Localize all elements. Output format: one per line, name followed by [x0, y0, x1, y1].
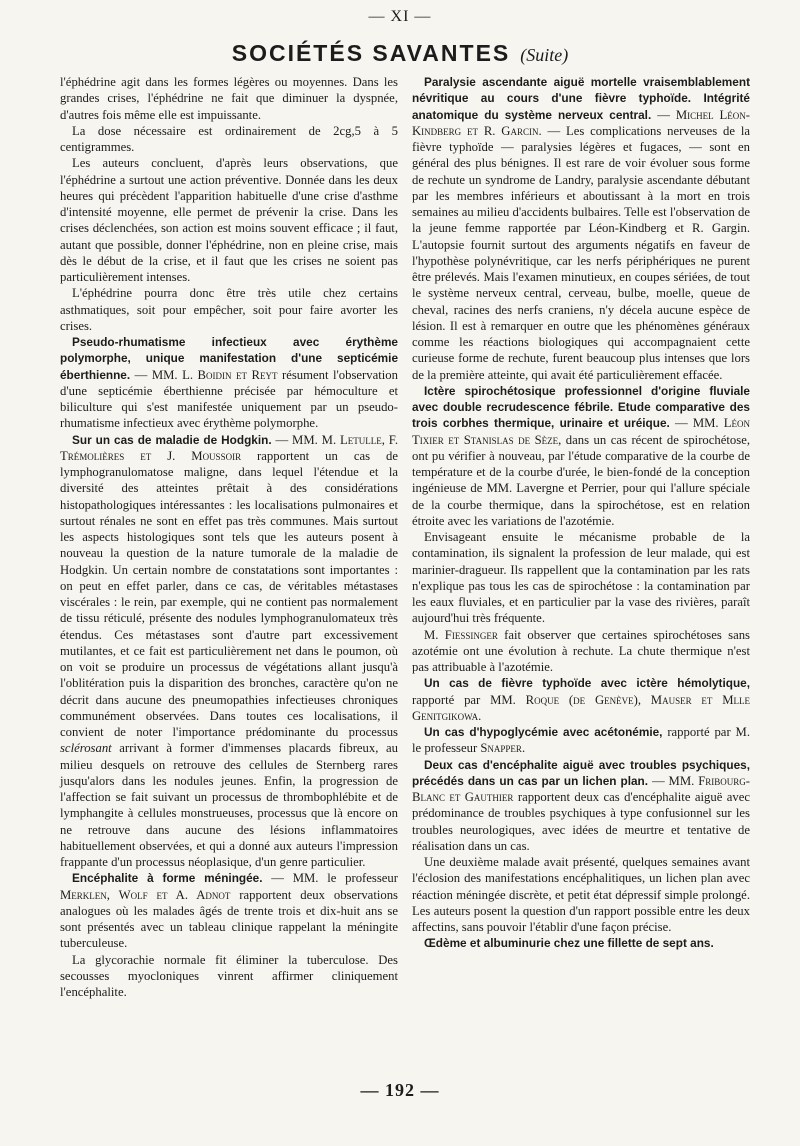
article-authors: Fiessinger [444, 627, 498, 642]
paragraph: L'éphédrine pourra donc être très utile chez certains asthmatiques, soit pour empêcher, soit pour faire avorter les crises. [60, 286, 398, 333]
article-text: — [651, 107, 676, 122]
article-pseudo-rhumatisme [60, 334, 398, 432]
article-text: rapportent un cas de lymphogranulomatose maligne, dans lequel l'étendue et la diversité des atteintes prêtait à des considérations histopathologiques intéressantes : les localisations pulmonaires et surtout rénales ne sont en effet pas très communes. Mais surtout les aspects histologiques sont tels que les auteurs posent à nouveau la question de la nature tumorale de la maladie de Hodgkin. Un certain nombre de constatations sont importantes : on peut en effet parler, dans ce cas, de véritables métastases viscérales : le rein, par exemple, qui ne contient pas normalement de tissu réticulé, présente des nodules lymphogranulomateux très étendus. Ces métastases sont d'autre part excessivement mutilantes, et ce fait est particulièrement net dans le poumon, où on voit se produire un processus de végétations allant jusqu'à l'oblitération puis la disparition des bronches, caractère qu'on ne décrit dans aucune des pneumopathies infectieuses chroniques communément observées. Dans toutes ces localisations, il convient de noter l'importance prédominante du processus [60, 448, 398, 739]
page-number: — 192 — [360, 1080, 440, 1100]
article-authors: Snapper [480, 741, 522, 756]
article-paralysie [412, 74, 750, 383]
paragraph: Les auteurs concluent, d'après leurs observations, que l'éphédrine a surtout une action préventive. Donnée dans les deux heures qui précèdent l'apparition habituelle d'une crise d'asthme d'intensité moyenne, elle permet de prévenir la crise. Dans les crises déclenchées, son action est moins souvent efficace ; il faut, autant que possible, donner l'éphédrine, non en pleine crise, mais dès le début de la crise, et il faut que les crises ne soient pas particulièrement intenses. [60, 156, 398, 284]
article-text: résument l'observation d'une septicémie éberthienne précisée par hémoculture et biliculture qui s'est manifestée uniquement par un pseudo-rhumatisme infectieux avec érythème polymorphe. [60, 367, 398, 431]
article-authors: Léon Tixier et Stanislas de Sèze [412, 416, 751, 447]
section-heading [0, 40, 800, 67]
article-text: rapportent deux cas d'encéphalite aiguë avec prédominance de troubles psychiques à type confusionnel sur les troubles neurologiques, avec idées de meurtre et tentative de réalisation dans un cas. [412, 790, 750, 853]
article-text: — MM. [130, 367, 183, 382]
article-text: . [521, 741, 526, 756]
article-title: Ictère spirochétosique professionnel d'origine fluviale avec double recrudescence fébrile. Etude comparative des trois corbhes thermique, urinaire et uréique. [412, 383, 750, 431]
article-text: M. [424, 627, 445, 642]
article-authors: Merklen, Wolf et A. Adnot [60, 887, 231, 902]
roman-page-number: — XI — [368, 8, 432, 25]
left-column [60, 74, 398, 1000]
article-encephalite-aigue [412, 757, 750, 855]
article-text: — MM. [648, 773, 699, 788]
article-authors: Letulle, F. Trémolières et J. Moussoir [60, 432, 399, 463]
article-title: Un cas de fièvre typhoïde avec ictère hémolytique, [424, 676, 750, 691]
article-authors: Michel Léon-Kindberg et R. Garcin [412, 107, 751, 138]
right-column [412, 74, 750, 952]
article-ictere [412, 383, 750, 529]
article-oedeme [412, 935, 750, 951]
italic-term: sclérosant [60, 741, 112, 756]
article-title: Pseudo-rhumatisme infectieux avec érythème polymorphe, unique manifestation d'une septicémie éberthienne. [60, 335, 398, 382]
article-title: Paralysie ascendante aiguë mortelle vraisemblablement névritique au cours d'une fièvre typhoïde. Intégrité anatomique du système nerveux central. [412, 75, 750, 122]
article-text: , dans un cas récent de spirochétose, ont pu vérifier à nouveau, par l'étude comparative de la courbe de température et de la courbe d'urée, le bien-fondé de la conception ingénieuse de MM. Lavergne et Perrier, pour qui l'allure spéciale de la courbe thermique, dans la spirochétose, est en relation étroite avec les variations de l'azotémie. [412, 432, 750, 528]
paragraph: l'éphédrine agit dans les formes légères ou moyennes. Dans les grandes crises, l'éphédrine ne fait que diminuer la dyspnée, d'autres fois même elle est impuissante. [60, 75, 398, 122]
article-encephalite-meningee [60, 870, 398, 951]
paragraph-fiessinger [412, 627, 750, 676]
article-text: fait observer que certaines spirochétoses sans azotémie ont une évolution à rechute. La chute thermique n'est pas attribuable à l'azotémie. [412, 627, 750, 674]
paragraph: La dose nécessaire est ordinairement de 2cg,5 à 5 centigrammes. [60, 123, 398, 154]
article-title: Un cas d'hypoglycémie avec acétonémie, [424, 725, 663, 739]
article-text: — MM. [669, 416, 724, 431]
article-text: rapportent deux observations analogues où les malades âgés de trente trois et dix-huit ans se sont présentés avec un tableau clinique rappelant la méningite tuberculeuse. [60, 887, 398, 951]
article-title: Sur un cas de maladie de Hodgkin. [72, 432, 272, 447]
article-authors: Fribourg-Blanc et Gauthier [412, 773, 750, 804]
section-suite: (Suite) [520, 45, 569, 65]
section-title: SOCIÉTÉS SAVANTES [231, 40, 511, 66]
article-authors: L. Boidin et Reyt [182, 367, 278, 382]
paragraph: Une deuxième malade avait présenté, quelques semaines avant l'éclosion des manifestations encéphalitiques, un lichen plan avec réaction méningée discrète, et petit état dépressif simple prolongé. Les auteurs posent la question d'un rapport possible entre les deux affectins, sans pouvoir l'établir d'une façon précise. [412, 855, 750, 934]
article-text: . [478, 708, 482, 723]
article-hypoglycemie [412, 724, 750, 757]
article-authors: Roque (de Genève), Mauser et Mlle Genitgikowa [412, 692, 750, 723]
article-text: arrivant à former d'immenses placards fibreux, au milieu desquels on retrouve des cellules de Sternberg rares jusqu'alors dans les nodules jeunes. Enfin, la progression de l'affection se fait suivant un processus de thrombophlébite et de lymphangite à cellules monstrueuses, processus que là encore on ne retrouve dans aucune des lésions inflammatoires habituellement observées, et qui a donné aux auteurs l'impression frappante d'un processus néoplasique, d'un genre particulier. [60, 741, 398, 869]
article-text: rapporté par MM. [412, 692, 526, 707]
article-text: — MM. M. [271, 432, 341, 447]
article-hodgkin [60, 432, 398, 871]
article-text: — MM. le professeur [262, 871, 398, 886]
article-title: Œdème et albuminurie chez une fillette de sept ans. [424, 936, 714, 951]
article-title: Deux cas d'encéphalite aiguë avec troubles psychiques, précédés dans un cas par un lichen plan. [412, 757, 750, 788]
article-fievre-typhoide [412, 675, 750, 724]
article-title: Encéphalite à forme méningée. [72, 871, 263, 886]
paragraph: Envisageant ensuite le mécanisme probable de la contamination, ils signalent la profession de leur malade, qui est marinier-dragueur. Ils rappellent que la contamination par les rats n'explique pas tous les cas de spirochétose : la contamination par les eaux fluviales, et en particulier par la vase des rivières, paraît aujourd'hui très fréquente. [412, 530, 750, 626]
article-text: rapporté par M. le professeur [412, 725, 750, 756]
paragraph: La glycorachie normale fit éliminer la tuberculose. Des secousses myocloniques vinrent affirmer cliniquement l'encéphalite. [60, 952, 398, 999]
article-text: . — Les complications nerveuses de la fièvre typhoïde — paralysies légères et fugaces, — sont en général des plus bénignes. Il est rare de voir évoluer sous forme de rechute un syndrome de Landry, paralysie ascendante débutant par les membres inférieurs et aboutissant à la mort en trois semaines au milieu d'accidents bulbaires. Telle est l'observation de la jeune femme rapportée par Léon-Kindberg et R. Gargin. L'autopsie fournit surtout des arguments négatifs en faveur de l'hypothèse polynévritique, car les nerfs périphériques ne purent être prélevés. Mais l'examen minutieux, en coupes sériées, de tout le système nerveux central, cerveau, bulbe, moelle, queue de cheval, racines des nerfs craniens, n'y décela aucune espèce de lésion. Il est à remarquer en outre que les phénomènes généraux comme les réactions biologiques qui accompagnaient cette curieuse forme de rechute, furent beaucoup plus intenses que lors de la première atteinte, qui avait été particulièrement effacée. [412, 123, 750, 382]
